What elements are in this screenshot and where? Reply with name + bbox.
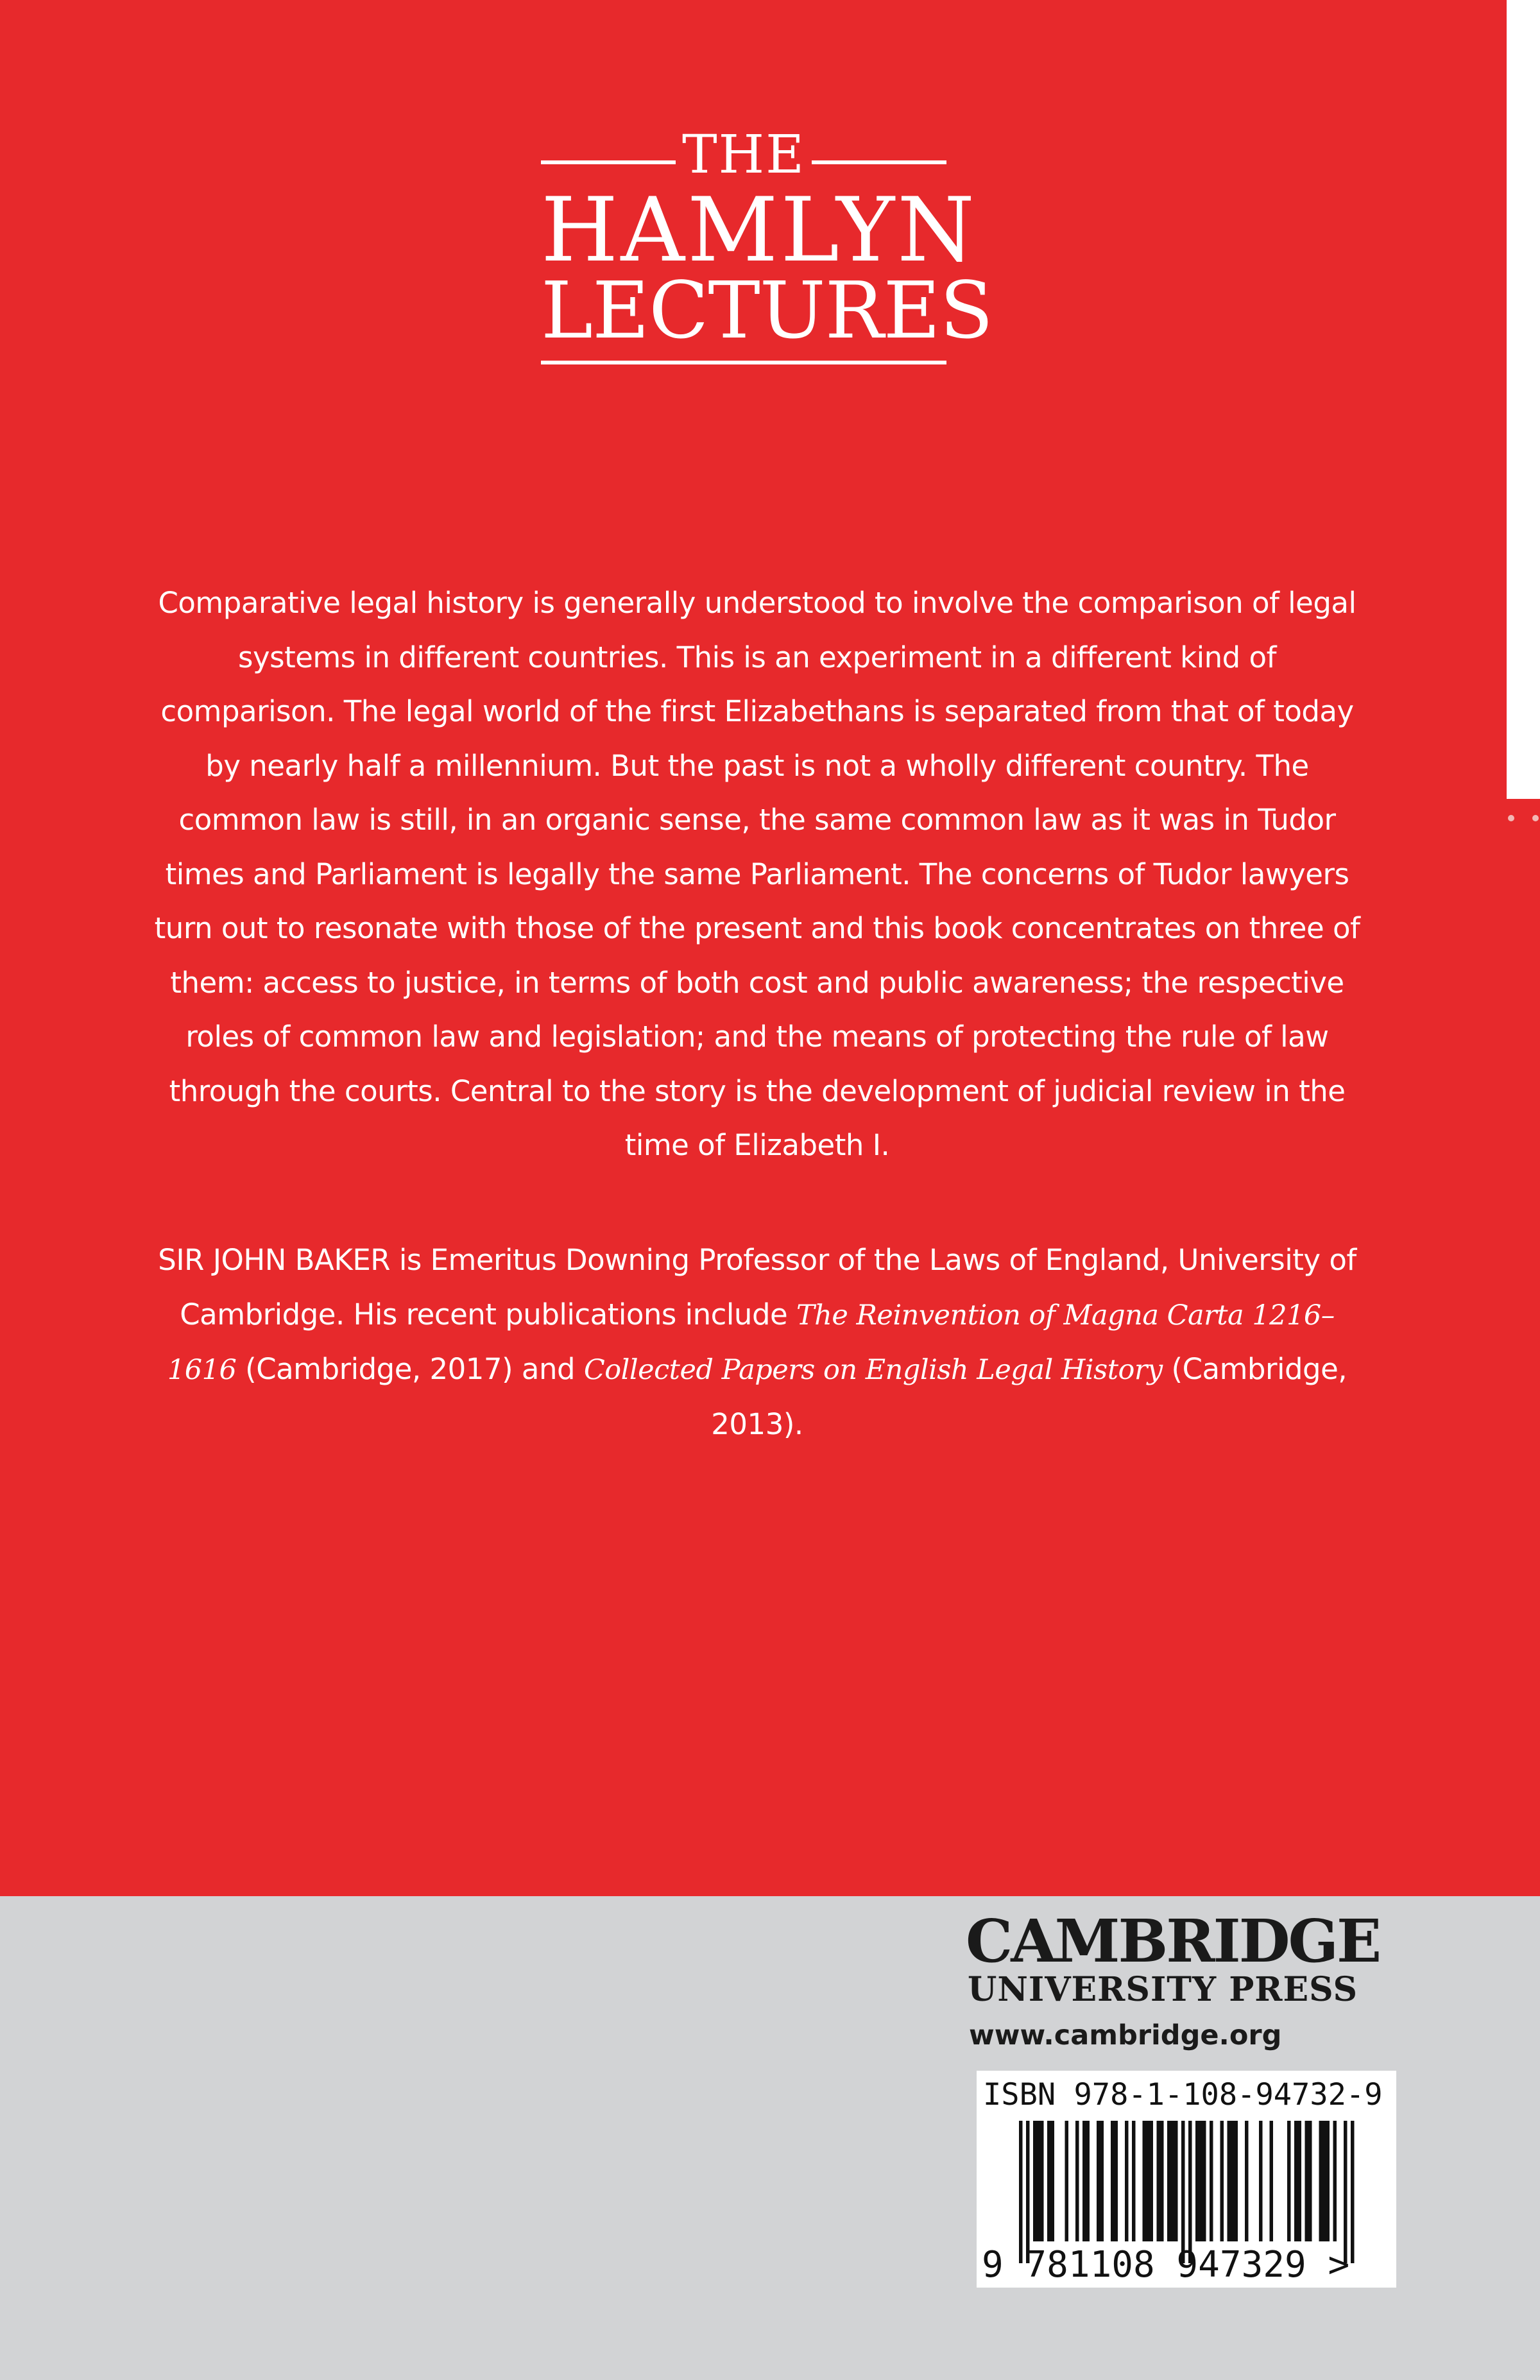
- barcode-bar: [1287, 2121, 1291, 2241]
- barcode-bar: [1097, 2121, 1100, 2241]
- bio-title-magna-carta: The Reinvention of Magna Carta 1216–1616: [167, 1299, 1335, 1386]
- barcode-bar: [1322, 2121, 1326, 2241]
- barcode-bar: [1228, 2121, 1231, 2241]
- barcode-bar: [1326, 2121, 1330, 2241]
- barcode-bar: [1037, 2121, 1041, 2241]
- bio-intro: SIR JOHN BAKER is Emeritus Downing Professor of the Laws of England, University of Cambridge. His recent publications include: [158, 1243, 1356, 1331]
- bio-end: (Cambridge, 2013).: [711, 1352, 1348, 1441]
- barcode-bar: [1146, 2121, 1150, 2241]
- barcode-bar: [1174, 2121, 1178, 2241]
- barcode-bar: [1294, 2121, 1298, 2241]
- cover-edge-strip: [1507, 0, 1540, 799]
- barcode-bar: [1100, 2121, 1104, 2241]
- barcode-guard-bar: [1181, 2121, 1185, 2263]
- bio-title-collected-papers: Collected Papers on English Legal History: [583, 1354, 1163, 1386]
- barcode-bar: [1319, 2121, 1323, 2241]
- series-line-lectures: LECTURES: [541, 265, 993, 356]
- series-line-hamlyn: HAMLYN: [541, 178, 977, 282]
- edge-marks: [1507, 815, 1540, 828]
- barcode-guard-bar: [1026, 2121, 1030, 2263]
- barcode-bar: [1086, 2121, 1090, 2241]
- barcode-bar: [1075, 2121, 1079, 2241]
- barcode-bar: [1132, 2121, 1136, 2241]
- logo-rule-bottom: [541, 361, 946, 364]
- bio-mid: (Cambridge, 2017) and: [236, 1352, 584, 1386]
- barcode-bar: [1298, 2121, 1302, 2241]
- barcode-bar: [1202, 2121, 1206, 2241]
- barcode-bar: [1115, 2121, 1118, 2241]
- barcode-bar: [1065, 2121, 1069, 2241]
- barcode-bar: [1125, 2121, 1129, 2241]
- barcode-guard-bar: [1351, 2121, 1355, 2263]
- barcode-bar: [1171, 2121, 1175, 2241]
- barcode-bar: [1231, 2121, 1235, 2241]
- series-line-the: THE: [681, 124, 806, 185]
- author-bio: [154, 1233, 1360, 1451]
- publisher-url: www.cambridge.org: [969, 2019, 1282, 2051]
- barcode-bar: [1308, 2121, 1312, 2241]
- barcode-bar: [1157, 2121, 1161, 2241]
- barcode-bar: [1150, 2121, 1154, 2241]
- barcode-bar: [1111, 2121, 1115, 2241]
- barcode-bar: [1210, 2121, 1213, 2241]
- barcode-bar: [1082, 2121, 1086, 2241]
- barcode-digits: 9 781108 947329 >: [982, 2244, 1350, 2286]
- book-blurb: Comparative legal history is generally understood to involve the comparison of legal systems in different countries. This is an experiment in a different kind of comparison. The legal world of the first Elizabethans is separated from that of today by nearly half a millennium. But the past is not a wholly different country. The common law is still, in an organic sense, the same common law as it was in Tudor times and Parliament is legally the same Parliament. The concerns of Tudor lawyers turn out to resonate with those of the present and this book concentrates on three of them: access to justice, in terms of both cost and public awareness; the respective roles of common law and legislation; and the means of protecting the rule of law through the courts. Central to the story is the development of judicial review in the time of Elizabeth I.: [154, 586, 1360, 1162]
- barcode-bar: [1220, 2121, 1224, 2241]
- barcode-bar: [1195, 2121, 1199, 2241]
- barcode-bar: [1047, 2121, 1051, 2241]
- barcode-bar: [1051, 2121, 1055, 2241]
- barcode-guard-bar: [1019, 2121, 1023, 2263]
- barcode-bar: [1160, 2121, 1164, 2241]
- barcode-guard-bar: [1344, 2121, 1348, 2263]
- publisher-name: CAMBRIDGE: [966, 1906, 1380, 1976]
- barcode-bar: [1333, 2121, 1337, 2241]
- logo-rule-right: [812, 160, 946, 164]
- barcode-bar: [1040, 2121, 1044, 2241]
- barcode-bar: [1033, 2121, 1037, 2241]
- barcode-bar: [1235, 2121, 1238, 2241]
- barcode-bar: [1305, 2121, 1309, 2241]
- barcode-guard-bar: [1188, 2121, 1192, 2263]
- publisher-subtitle: UNIVERSITY PRESS: [968, 1970, 1358, 2009]
- barcode-bar: [1167, 2121, 1171, 2241]
- barcode-label: [977, 2071, 1396, 2288]
- barcode-bar: [1245, 2121, 1249, 2241]
- logo-rule-left: [541, 160, 676, 164]
- isbn-text: ISBN 978-1-108-94732-9: [983, 2077, 1383, 2112]
- barcode-bar: [1259, 2121, 1263, 2241]
- series-logo: [541, 123, 993, 367]
- barcode-bar: [1143, 2121, 1147, 2241]
- barcode-bar: [1270, 2121, 1274, 2241]
- barcode-bar: [1199, 2121, 1203, 2241]
